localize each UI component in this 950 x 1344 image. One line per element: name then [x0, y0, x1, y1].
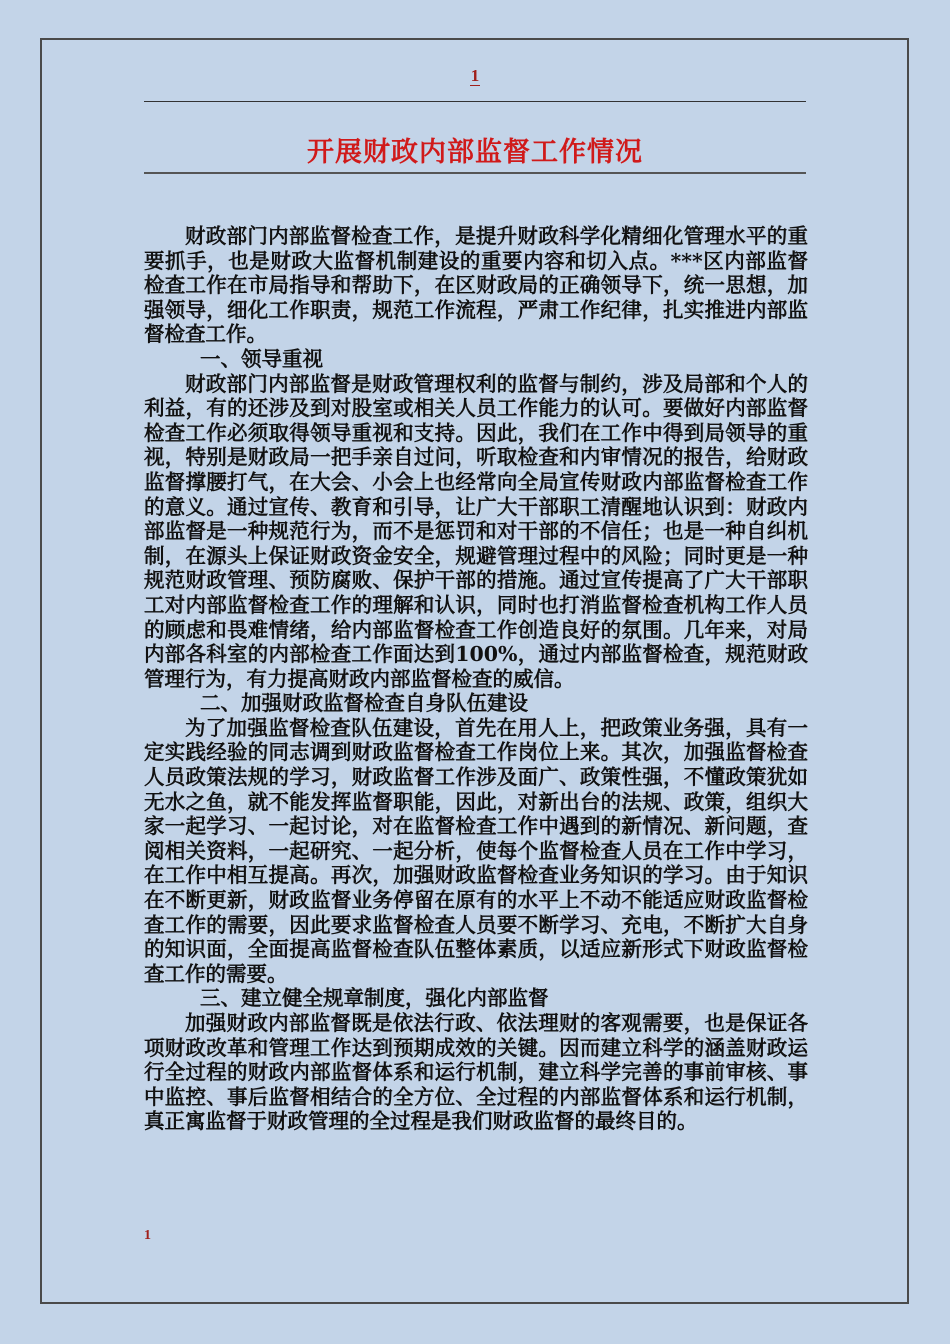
header-page-number-text: 1	[470, 66, 480, 85]
header-rule	[144, 101, 806, 102]
header-page-number	[0, 66, 950, 86]
section-heading-2: 二、加强财政监督检查自身队伍建设	[200, 691, 528, 716]
section-heading-1: 一、领导重视	[200, 346, 323, 371]
section-paragraph-2: 为了加强监督检查队伍建设，首先在用人上，把政策业务强，具有一定实践经验的同志调到财政监督检查工作岗位上来。其次，加强监督检查人员政策法规的学习，财政监督工作涉及面广、政策性强，不懂政策犹如无水之鱼，就不能发挥监督职能，因此，对新出台的法规、政策，组织大家一起学习、一起讨论，对在监督检查工作中遇到的新情况、新问题，查阅相关资料，一起研究、一起分析，使每个监督检查人员在工作中学习，在工作中相互提高。再次，加强财政监督检查业务知识的学习。由于知识在不断更新，财政监督业务停留在原有的水平上不动不能适应财政监督检查工作的需要，因此要求监督检查人员要不断学习、充电，不断扩大自身的知识面，全面提高监督检查队伍整体素质，以适应新形式下财政监督检查工作的需要。	[144, 715, 808, 986]
document-title: 开展财政内部监督工作情况	[307, 137, 643, 168]
intro-paragraph: 财政部门内部监督检查工作，是提升财政科学化精细化管理水平的重要抓手，也是财政大监督机制建设的重要内容和切入点。***区内部监督检查工作在市局指导和帮助下，在区财政局的正确领导下，统一思想，加强领导，细化工作职责，规范工作流程，严肃工作纪律，扎实推进内部监督检查工作。	[144, 224, 808, 347]
title-rule	[144, 172, 806, 174]
footer-page-number: 1	[144, 1228, 151, 1243]
section-paragraph-1: 财政部门内部监督是财政管理权利的监督与制约，涉及局部和个人的利益，有的还涉及到对股室或相关人员工作能力的认可。要做好内部监督检查工作必须取得领导重视和支持。因此，我们在工作中得到局领导的重视，特别是财政局一把手亲自过问，听取检查和内审情况的报告，给财政监督撑腰打气，在大会、小会上也经常向全局宣传财政内部监督检查工作的意义。通过宣传、教育和引导，让广大干部职工清醒地认识到：财政内部监督是一种规范行为，而不是惩罚和对干部的不信任；也是一种自纠机制，在源头上保证财政资金安全，规避管理过程中的风险；同时更是一种规范财政管理、预防腐败、保护干部的措施。通过宣传提高了广大干部职工对内部监督检查工作的理解和认识，同时也打消监督检查机构工作人员的顾虑和畏难情绪，给内部监督检查工作创造良好的氛围。几年来，对局内部各科室的内部检查工作面达到100%，通过内部监督检查，规范财政管理行为，有力提高财政内部监督检查的威信。	[144, 371, 808, 691]
document-body	[144, 224, 808, 1134]
section-heading-3: 三、建立健全规章制度，强化内部监督	[200, 986, 549, 1011]
section-paragraph-3: 加强财政内部监督既是依法行政、依法理财的客观需要，也是保证各项财政改革和管理工作达到预期成效的关键。因而建立科学的涵盖财政运行全过程的财政内部监督体系和运行机制，建立科学完善的事前审核、事中监控、事后监督相结合的全方位、全过程的内部监督体系和运行机制，真正寓监督于财政管理的全过程是我们财政监督的最终目的。	[144, 1011, 808, 1134]
